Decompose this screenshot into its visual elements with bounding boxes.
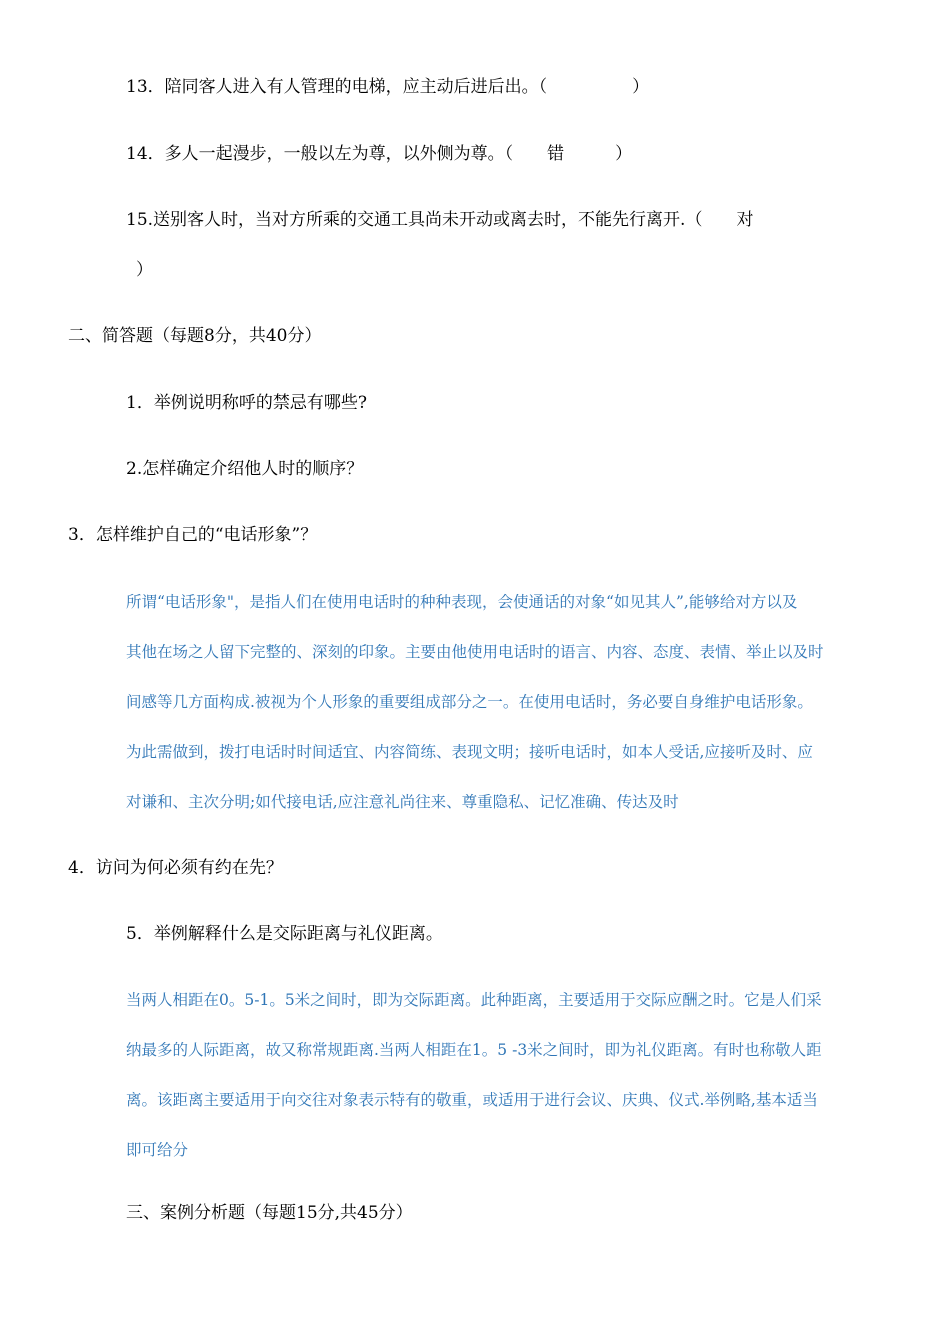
answer-5 [126, 975, 822, 1175]
question-15-line-1: 15.送别客人时，当对方所乘的交通工具尚未开动或离去时，不能先行离开.（ 对 [126, 210, 754, 230]
short-answer-question-4: 4．访问为何必须有约在先？ [68, 858, 283, 878]
question-15-line-2: ） [136, 260, 153, 280]
answer-3 [126, 577, 824, 827]
answer-5-line: 纳最多的人际距离，故又称常规距离.当两人相距在1。5 -3米之间时，即为礼仪距离。有时也称敬人距 [126, 1041, 822, 1059]
section-3-title: 三、案例分析题（每题15分,共45分） [126, 1203, 413, 1223]
short-answer-question-1: 1．举例说明称呼的禁忌有哪些? [126, 393, 367, 413]
short-answer-question-2: 2.怎样确定介绍他人时的顺序？ [126, 459, 364, 479]
question-13: 13．陪同客人进入有人管理的电梯，应主动后进后出。（ ） [126, 77, 650, 97]
answer-5-line: 当两人相距在0。5-1。5米之间时，即为交际距离。此种距离，主要适用于交际应酬之时。它是人们采 [126, 991, 822, 1009]
answer-3-line: 对谦和、主次分明;如代接电话,应注意礼尚往来、尊重隐私、记忆准确、传达及时 [126, 793, 679, 811]
answer-3-line: 其他在场之人留下完整的、深刻的印象。主要由他使用电话时的语言、内容、态度、表情、举止以及时 [126, 643, 824, 661]
answer-3-line: 为此需做到，拨打电话时时间适宜、内容简练、表现文明；接听电话时，如本人受话,应接听及时、应 [126, 743, 813, 761]
short-answer-question-5: 5．举例解释什么是交际距离与礼仪距离。 [126, 924, 443, 944]
answer-3-line: 间感等几方面构成.被视为个人形象的重要组成部分之一。在使用电话时，务必要自身维护电话形象。 [126, 693, 813, 711]
answer-5-line: 即可给分 [126, 1141, 189, 1159]
answer-5-line: 离。该距离主要适用于向交往对象表示特有的敬重，或适用于进行会议、庆典、仪式.举例略,基本适当 [126, 1091, 818, 1109]
short-answer-question-3: 3．怎样维护自己的“电话形象”？ [68, 525, 318, 545]
question-14: 14．多人一起漫步，一般以左为尊，以外侧为尊。（ 错 ） [126, 144, 633, 164]
section-2-title: 二、简答题（每题8分，共40分） [68, 326, 322, 346]
answer-3-line: 所谓“电话形象"，是指人们在使用电话时的种种表现，会使通话的对象“如见其人”,能够给对方以及 [126, 593, 798, 611]
